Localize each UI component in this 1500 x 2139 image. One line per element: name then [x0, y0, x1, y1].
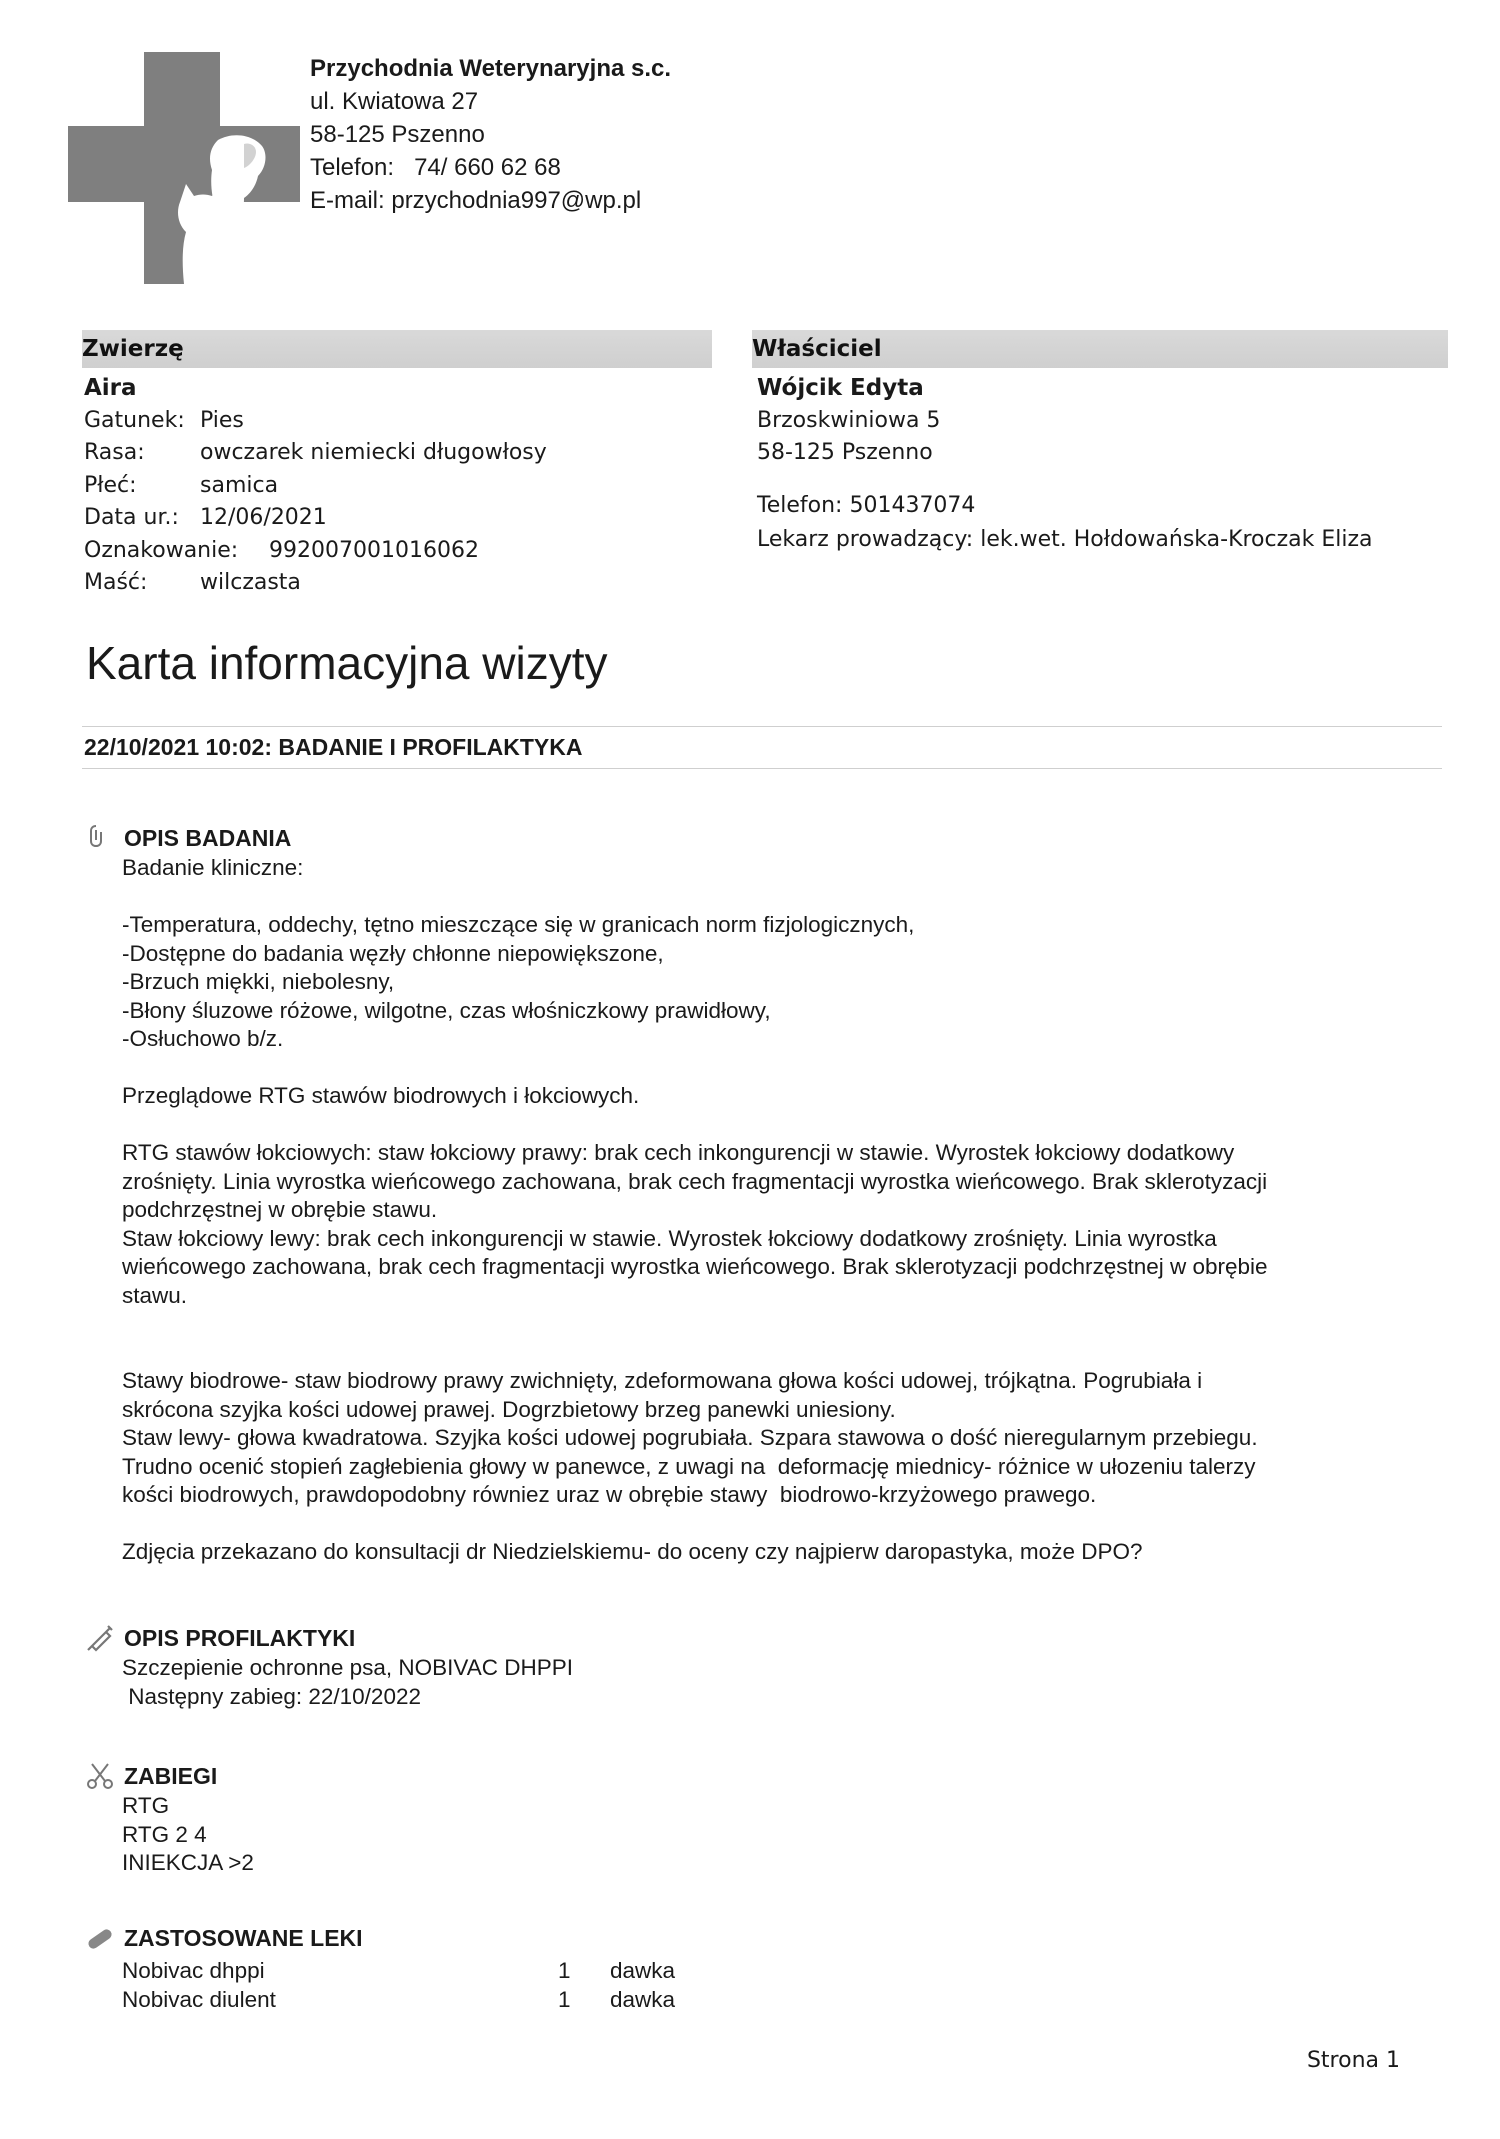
field-label: Gatunek: — [84, 407, 185, 433]
animal-field-species — [84, 405, 547, 438]
page-number: Strona 1 — [1306, 2048, 1400, 2073]
paperclip-icon — [84, 822, 116, 854]
field-value: 992007001016062 — [269, 537, 479, 563]
animal-field-sex — [84, 470, 547, 503]
pill-icon — [84, 1922, 116, 1954]
field-label: Oznakowanie: — [84, 537, 239, 563]
prophylaxis-heading: OPIS PROFILAKTYKI — [124, 1624, 356, 1651]
owner-header-bar — [752, 330, 1448, 368]
clinic-city: 58-125 Pszenno — [310, 121, 485, 148]
procedures-heading-row — [84, 1760, 1452, 1792]
med-name: Nobivac dhppi — [122, 1958, 265, 1983]
animal-header: Zwierzę — [82, 336, 184, 362]
field-label: Maść: — [84, 570, 148, 595]
procedures-section — [84, 1760, 1452, 1878]
animal-name: Aira — [84, 375, 137, 401]
meds-section — [84, 1922, 675, 2014]
clinic-phone: Telefon: 74/ 660 62 68 — [310, 154, 561, 181]
divider — [82, 726, 1442, 727]
clinic-name: Przychodnia Weterynaryjna s.c. — [310, 55, 672, 82]
owner-phone-label: Telefon: — [757, 492, 843, 518]
animal-header-bar — [82, 330, 712, 368]
prophylaxis-heading-row — [84, 1622, 1452, 1654]
animal-field-breed — [84, 437, 547, 470]
field-value: samica — [200, 472, 279, 498]
field-value: owczarek niemiecki długowłosy — [200, 440, 547, 465]
clinic-logo — [68, 52, 300, 284]
meds-list — [122, 1956, 675, 2014]
field-label: Data ur.: — [84, 505, 179, 530]
clinic-email: E-mail: przychodnia997@wp.pl — [310, 187, 642, 214]
field-label: Rasa: — [84, 440, 145, 465]
med-row — [122, 1956, 675, 1985]
clinic-info — [310, 52, 671, 217]
prophylaxis-section — [84, 1622, 1452, 1711]
owner-phone: 501437074 — [849, 492, 976, 518]
field-value: 12/06/2021 — [200, 505, 327, 530]
exam-section — [84, 822, 1452, 1567]
syringe-icon — [84, 1622, 116, 1654]
field-value: wilczasta — [200, 570, 301, 595]
med-unit: dawka — [610, 1958, 676, 1983]
prophylaxis-body: Szczepienie ochronne psa, NOBIVAC DHPPI Następny zabieg: 22/10/2022 — [122, 1655, 574, 1709]
clinic-street: ul. Kwiatowa 27 — [310, 88, 479, 115]
animal-field-birthdate — [84, 502, 547, 535]
animal-field-color — [84, 567, 547, 600]
owner-header: Właściciel — [752, 336, 882, 362]
owner-street: Brzoskwiniowa 5 — [757, 407, 941, 433]
visit-heading: 22/10/2021 10:02: BADANIE I PROFILAKTYKA — [84, 734, 583, 760]
field-label: Płeć: — [84, 472, 137, 498]
owner-name: Wójcik Edyta — [757, 375, 924, 401]
owner-city: 58-125 Pszenno — [757, 440, 933, 465]
meds-heading: ZASTOSOWANE LEKI — [124, 1924, 363, 1951]
owner-details — [757, 372, 1373, 557]
exam-heading: OPIS BADANIA — [124, 824, 292, 851]
med-qty: 1 — [558, 1987, 571, 2012]
meds-heading-row — [84, 1922, 675, 1954]
med-row — [122, 1985, 675, 2014]
med-qty: 1 — [558, 1958, 571, 1983]
doctor-row — [757, 524, 1373, 557]
animal-field-microchip — [84, 535, 547, 568]
field-value: Pies — [200, 407, 244, 433]
animal-details — [84, 372, 547, 600]
procedures-heading: ZABIEGI — [124, 1762, 218, 1789]
cross-pet-logo-icon — [68, 52, 300, 284]
exam-body: Badanie kliniczne: -Temperatura, oddechy, tętno mieszczące się w granicach norm fizjologicznych, -Dostępne do badania węzły chłonne niepowiększone, -Brzuch miękki, niebolesny, -Błony śluzowe różowe, wilgotne, czas włośniczkowy prawidłowy, -Osłuchowo b/z. Przeglądowe RTG stawów biodrowych i łokciowych. RTG stawów łokciowych: staw łokciowy prawy: brak cech inkongurencji w stawie. Wyrostek łokciowy dodatkowy zrośnięty. Linia wyrostka wieńcowego zachowana, brak cech fragmentacji wyrostka wieńcowego. Brak sklerotyzacji podchrzęstnej w obrębie stawu. Staw łokciowy lewy: brak cech inkongurencji w stawie. Wyrostek łokciowy dodatkowy zrośnięty. Linia wyrostka wieńcowego zachowana, brak cech fragmentacji wyrostka wieńcowego. Brak sklerotyzacji podchrzęstnej w obrębie stawu. Stawy biodrowe- staw biodrowy prawy zwichnięty, zdeformowana głowa kości udowej, trójkątna. Pogrubiała i skrócona szyjka kości udowej prawej. Dogrzbietowy brzeg panewki uniesiony. Staw lewy- głowa kwadratowa. Szyjka kości udowej pogrubiała. Szpara stawowa o dość nieregularnym przebiegu. Trudno ocenić stopień zagłebienia głowy w panewce, z uwagi na deformację miednicy- różnice w ułozeniu talerzy kości biodrowych, prawdopodobny równiez uraz w obrębie stawy biodrowo-krzyżowego prawego. Zdjęcia przekazano do konsultacji dr Niedzielskiemu- do oceny czy najpierw daropastyka, może DPO? — [122, 855, 1268, 1564]
doctor-label: Lekarz prowadzący: — [757, 527, 974, 552]
med-name: Nobivac diulent — [122, 1987, 276, 2012]
owner-phone-row — [757, 490, 1373, 523]
doctor-name: lek.wet. Hołdowańska-Kroczak Eliza — [980, 527, 1373, 552]
exam-heading-row — [84, 822, 1452, 854]
page-title: Karta informacyjna wizyty — [86, 637, 608, 689]
procedures-body: RTG RTG 2 4 INIEKCJA >2 — [122, 1793, 254, 1875]
scissors-icon — [84, 1760, 116, 1792]
divider — [82, 768, 1442, 769]
med-unit: dawka — [610, 1987, 676, 2012]
